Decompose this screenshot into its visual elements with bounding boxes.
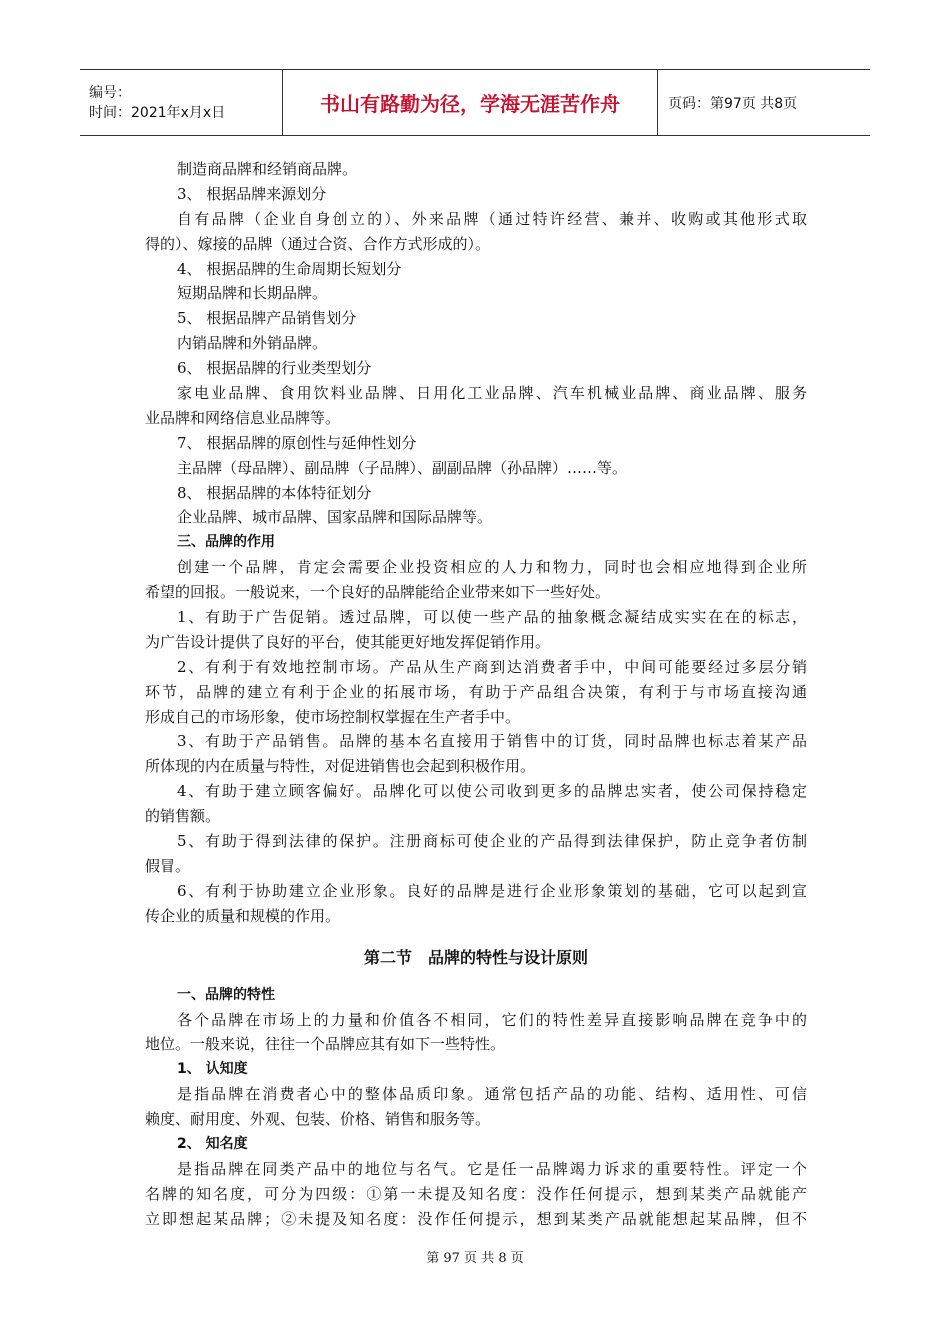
- paragraph-line: 业品牌和网络信息业品牌等。: [145, 408, 341, 427]
- header-page-info: [658, 70, 870, 135]
- paragraph-line: 得的）、嫁接的品牌（通过合资、合作方式形成的）。: [145, 234, 491, 253]
- paragraph-line: 各个品牌在市场上的力量和价值各不相同，它们的特性差异直接影响品牌在竞争中的: [177, 1010, 807, 1029]
- list-heading: 3、 根据品牌来源划分: [177, 184, 327, 203]
- paragraph-line: 环节，品牌的建立有利于企业的拓展市场，有助于产品组合决策，有利于与市场直接沟通: [145, 682, 807, 701]
- page-header: [80, 69, 870, 136]
- list-heading: 8、 根据品牌的本体特征划分: [177, 483, 372, 502]
- paragraph-line: 地位。一般来说，往往一个品牌应其有如下一些特性。: [145, 1035, 506, 1054]
- paragraph-line: 5、有助于得到法律的保护。注册商标可使企业的产品得到法律保护，防止竞争者仿制: [177, 832, 807, 851]
- page-number-label: 页码：第97页 共8页: [668, 95, 798, 112]
- paragraph-line: 所体现的内在质量与特性，对促进销售也会起到积极作用。: [145, 757, 536, 776]
- paragraph-line: 希望的回报。一般说来，一个良好的品牌能给企业带来如下一些好处。: [145, 583, 611, 602]
- doc-code-label: 编号：: [89, 84, 131, 101]
- section-title: 第二节 品牌的特性与设计原则: [363, 947, 588, 967]
- list-heading: 2、 知名度: [177, 1135, 248, 1152]
- paragraph-line: 内销品牌和外销品牌。: [177, 334, 328, 353]
- list-heading: 1、 认知度: [177, 1061, 248, 1078]
- paragraph-line: 是指品牌在消费者心中的整体品质印象。通常包括产品的功能、结构、适用性、可信: [177, 1085, 807, 1104]
- list-heading: 6、 根据品牌的行业类型划分: [177, 359, 372, 378]
- paragraph-line: 的销售额。: [145, 807, 221, 826]
- paragraph-line: 名牌的知名度，可分为四级：①第一未提及知名度：没作任何提示，想到某类产品就能产: [145, 1184, 807, 1203]
- list-heading: 4、 根据品牌的生命周期长短划分: [177, 259, 402, 278]
- header-meta: [80, 70, 282, 135]
- paragraph-line: 创建一个品牌，肯定会需要企业投资相应的人力和物力，同时也会相应地得到企业所: [177, 558, 807, 577]
- paragraph-line: 为广告设计提供了良好的平台，使其能更好地发挥促销作用。: [145, 632, 551, 651]
- paragraph-line: 制造商品牌和经销商品牌。: [177, 160, 358, 178]
- paragraph-line: 假冒。: [145, 856, 191, 875]
- paragraph-line: 3、有助于产品销售。品牌的基本名直接用于销售中的订货，同时品牌也标志着某产品: [177, 732, 807, 751]
- paragraph-line: 形成自己的市场形象，使市场控制权掌握在生产者手中。: [145, 707, 521, 726]
- paragraph-line: 自有品牌（企业自身创立的）、外来品牌（通过特许经营、兼并、收购或其他形式取: [177, 209, 807, 228]
- paragraph-line: 是指品牌在同类产品中的地位与名气。它是任一品牌竭力诉求的重要特性。评定一个: [177, 1159, 807, 1178]
- header-motto: [282, 70, 658, 135]
- paragraph-line: 4、有助于建立顾客偏好。品牌化可以使公司收到更多的品牌忠实者，使公司保持稳定: [177, 782, 807, 801]
- motto-text: 书山有路勤为径，学海无涯苦作舟: [320, 92, 620, 116]
- paragraph-line: 1、有助于广告促销。透过品牌，可以使一些产品的抽象概念凝结成实实在在的标志，: [177, 608, 807, 627]
- paragraph-line: 立即想起某品牌；②未提及知名度：没作任何提示，想到某类产品就能想起某品牌，但不: [145, 1209, 807, 1228]
- doc-date-label: 时间：2021年x月x日: [89, 104, 226, 121]
- paragraph-line: 家电业品牌、食用饮料业品牌、日用化工业品牌、汽车机械业品牌、商业品牌、服务: [177, 384, 807, 403]
- paragraph-line: 主品牌（母品牌）、副品牌（子品牌）、副副品牌（孙品牌）……等。: [177, 458, 628, 477]
- subsection-heading: 一、品牌的特性: [177, 986, 275, 1003]
- list-heading: 7、 根据品牌的原创性与延伸性划分: [177, 433, 417, 452]
- paragraph-line: 传企业的质量和规模的作用。: [145, 906, 341, 925]
- page-footer: 第 97 页 共 8 页: [426, 1251, 524, 1266]
- list-heading: 5、 根据品牌产品销售划分: [177, 309, 357, 328]
- paragraph-line: 企业品牌、城市品牌、国家品牌和国际品牌等。: [177, 508, 493, 527]
- paragraph-line: 2、有利于有效地控制市场。产品从生产商到达消费者手中，中间可能要经过多层分销: [177, 657, 807, 676]
- paragraph-line: 赖度、耐用度、外观、包装、价格、销售和服务等。: [145, 1110, 491, 1129]
- paragraph-line: 6、有利于协助建立企业形象。良好的品牌是进行企业形象策划的基础，它可以起到宣: [177, 881, 807, 900]
- subsection-heading: 三、品牌的作用: [177, 534, 275, 551]
- paragraph-line: 短期品牌和长期品牌。: [177, 284, 328, 303]
- document-body: [145, 157, 807, 1232]
